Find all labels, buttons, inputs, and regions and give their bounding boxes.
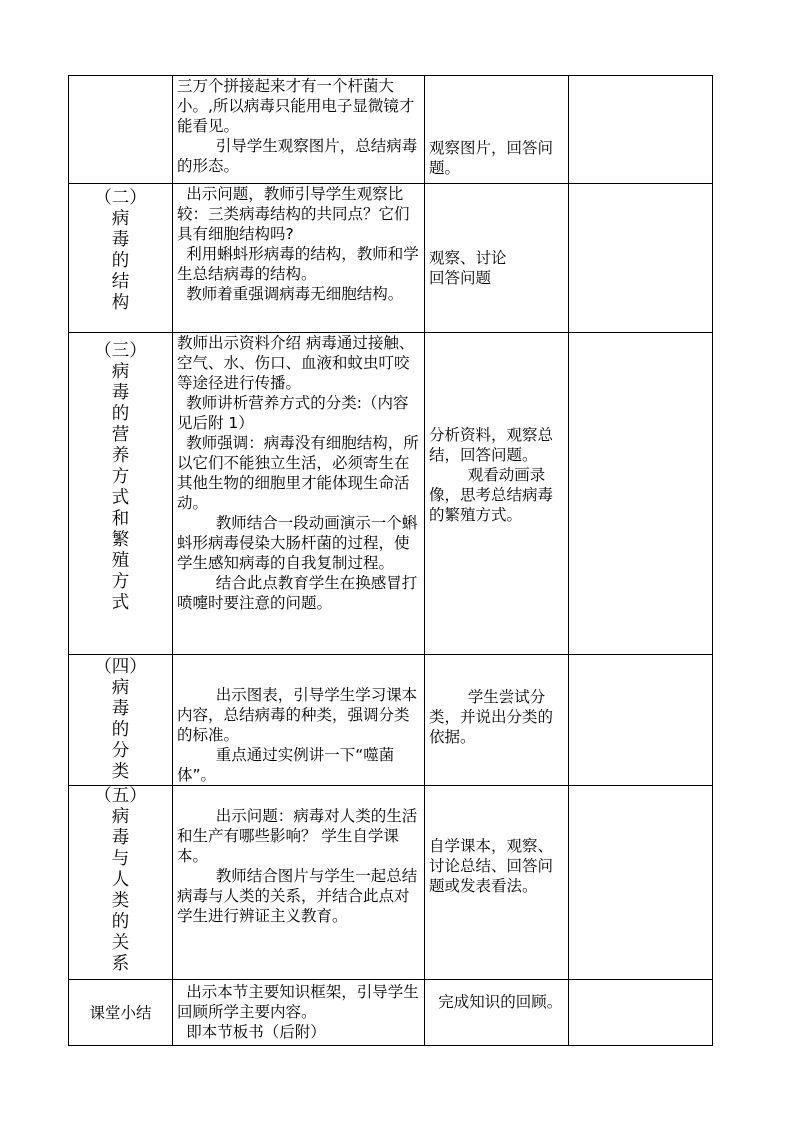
section-heading-char: 毒: [111, 828, 130, 848]
section-heading-cell: [69, 655, 173, 786]
section-cell: [69, 76, 173, 184]
note-cell: [569, 333, 713, 655]
section-heading-char: （五）: [94, 786, 147, 806]
section-heading-char: 与: [111, 849, 130, 869]
section-heading-char: 方: [111, 467, 130, 487]
teacher-activity-cell: [173, 184, 425, 333]
note-cell: [569, 980, 713, 1046]
student-activity-cell: [425, 980, 569, 1046]
section-heading-char: 式: [111, 488, 130, 508]
teacher-activity-cell: [173, 980, 425, 1046]
teacher-text: 出示图表，引导学生学习课本内容，总结病毒的种类，强调分类的标准。: [177, 686, 418, 744]
teacher-text: 教师结合图片与学生一起总结病毒与人类的关系，并结合此点对学生进行辨证主义教育。: [177, 867, 418, 925]
note-cell: [569, 184, 713, 333]
note-cell: [569, 76, 713, 184]
section-heading-char: 类: [111, 762, 130, 782]
student-text: 回答问题: [429, 269, 492, 287]
section-heading-char: （四）: [94, 657, 147, 677]
teacher-text: 三万个拼接起来才有一个杆菌大小。,所以病毒只能用电子显微镜才能看见。: [177, 77, 415, 135]
section-heading-char: 病: [111, 362, 130, 382]
student-text: 观察、讨论: [429, 249, 507, 267]
section-heading-char: 的: [111, 720, 130, 740]
note-cell: [569, 786, 713, 980]
table-row: [69, 184, 713, 333]
teacher-text: 引导学生观察图片，总结病毒的形态。: [177, 137, 418, 175]
section-heading-char: 人: [111, 870, 130, 890]
section-heading-char: 营: [111, 425, 130, 445]
teacher-text: 重点通过实例讲一下“噬菌体”。: [177, 746, 395, 784]
section-heading-char: 病: [111, 678, 130, 698]
teacher-text: 出示问题，教师引导学生观察比较：三类病毒结构的共同点？它们具有细胞结构吗?: [177, 185, 410, 243]
teacher-text: 出示本节主要知识框架，引导学生回顾所学主要内容。: [177, 983, 419, 1021]
student-activity-cell: [425, 184, 569, 333]
lesson-plan-table: [68, 75, 713, 1046]
table-row: [69, 786, 713, 980]
section-heading-char: （二）: [94, 188, 147, 208]
table-row: [69, 980, 713, 1046]
teacher-text: 教师强调：病毒没有细胞结构，所以它们不能独立生活，必须寄生在其他生物的细胞里才能体现生命活动。: [177, 434, 419, 512]
section-heading-char: 分: [111, 741, 130, 761]
teacher-activity-cell: [173, 76, 425, 184]
teacher-text: 利用蝌蚪形病毒的结构，教师和学生总结病毒的结构。: [177, 245, 419, 283]
section-heading-cell: [69, 786, 173, 980]
section-heading-char: 繁: [111, 530, 130, 550]
section-heading-char: 结: [111, 272, 130, 292]
section-heading-char: 式: [111, 593, 130, 613]
table-row: [69, 76, 713, 184]
student-activity-cell: [425, 786, 569, 980]
section-heading-char: （三）: [94, 341, 147, 361]
student-activity-cell: [425, 333, 569, 655]
section-heading-char: 和: [111, 509, 130, 529]
teacher-activity-cell: [173, 786, 425, 980]
teacher-text: 教师结合一段动画演示一个蝌蚪形病毒侵染大肠杆菌的过程，使学生感知病毒的自我复制过程。: [177, 514, 418, 572]
teacher-activity-cell: [173, 333, 425, 655]
section-heading-char: 毒: [111, 699, 130, 719]
section-heading-char: 构: [111, 293, 130, 313]
section-heading-char: 养: [111, 446, 130, 466]
student-activity-cell: [425, 76, 569, 184]
teacher-activity-cell: [173, 655, 425, 786]
teacher-text: 出示问题：病毒对人类的生活和生产有哪些影响？ 学生自学课本。: [177, 807, 418, 865]
student-text: 自学课本，观察、讨论总结、回答问题或发表看法。: [429, 837, 554, 895]
teacher-text: 即本节板书（后附）: [186, 1023, 326, 1041]
section-heading-char: 系: [111, 954, 130, 974]
teacher-text: 教师着重强调病毒无细胞结构。: [186, 285, 404, 303]
table-row: [69, 655, 713, 786]
teacher-text: 结合此点教育学生在换感冒打喷嚏时要注意的问题。: [177, 574, 418, 612]
section-heading-char: 方: [111, 572, 130, 592]
section-heading-char: 类: [111, 891, 130, 911]
section-heading-char: 关: [111, 933, 130, 953]
note-cell: [569, 655, 713, 786]
section-heading-char: 殖: [111, 551, 130, 571]
teacher-text: 教师讲析营养方式的分类:（内容见后附 1）: [177, 394, 409, 432]
section-heading-char: 病: [111, 807, 130, 827]
section-heading-char: 的: [111, 404, 130, 424]
section-heading-cell: [69, 184, 173, 333]
student-text: 观察图片，回答问题。: [429, 139, 554, 177]
table-row: [69, 333, 713, 655]
teacher-text: 教师出示资料介绍 病毒通过接触、空气、水、伤口、血液和蚊虫叮咬等途径进行传播。: [177, 334, 415, 392]
section-heading-cell: [69, 333, 173, 655]
student-text: 分析资料，观察总结，回答问题。: [429, 426, 554, 464]
section-heading-char: 毒: [111, 230, 130, 250]
section-heading-char: 的: [111, 912, 130, 932]
summary-label-cell: 课堂小结: [69, 980, 173, 1046]
student-activity-cell: [425, 655, 569, 786]
student-text: 学生尝试分类，并说出分类的依据。: [429, 688, 554, 746]
student-text: 观看动画录像，思考总结病毒的繁殖方式。: [429, 466, 554, 524]
section-heading-char: 毒: [111, 383, 130, 403]
section-heading-char: 的: [111, 251, 130, 271]
student-text: 完成知识的回顾。: [438, 993, 563, 1011]
section-heading-char: 病: [111, 209, 130, 229]
